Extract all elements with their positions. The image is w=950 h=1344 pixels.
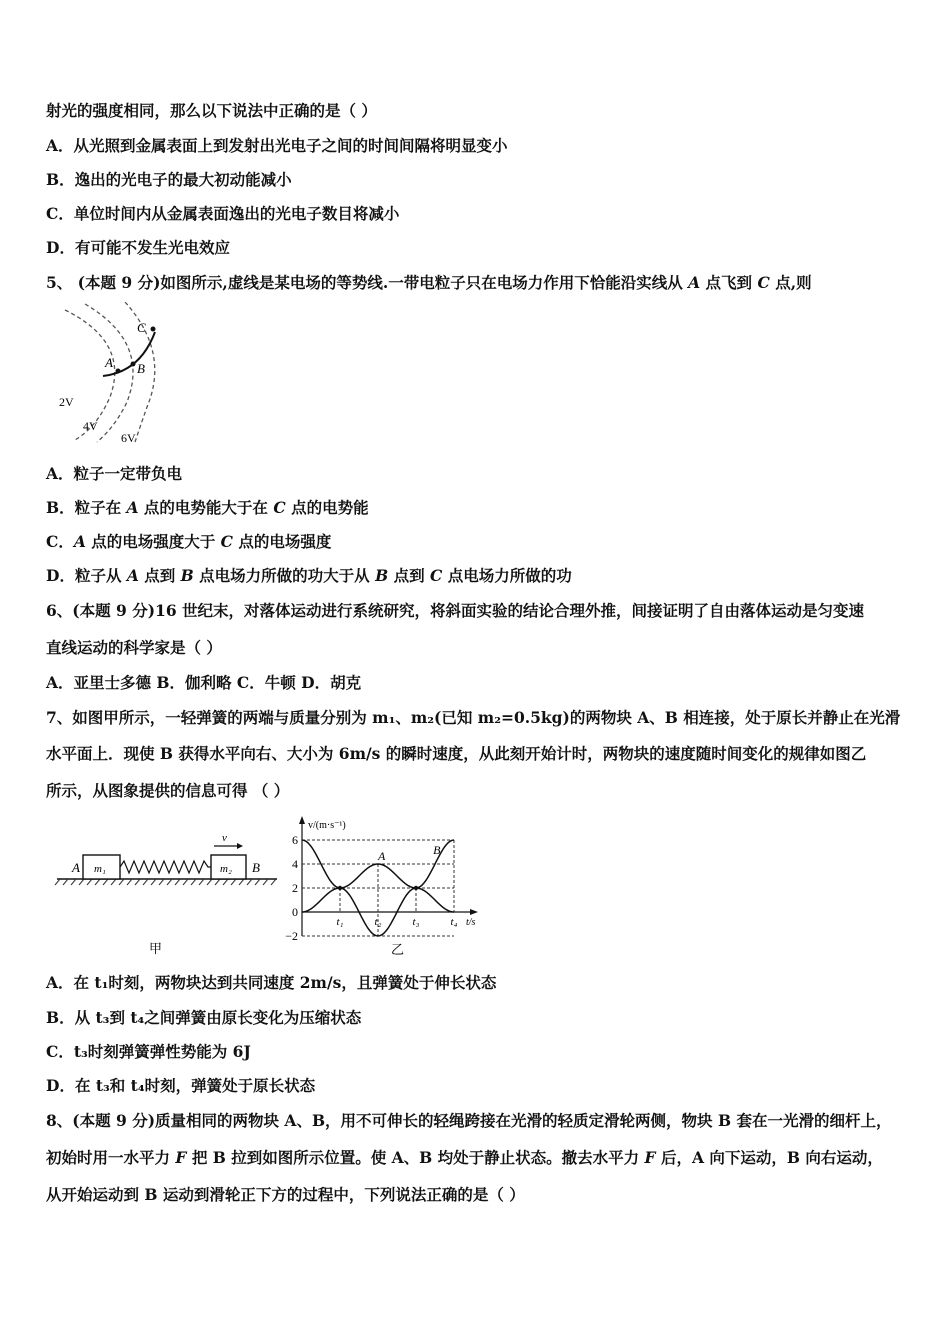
q8-stem-line3: 从开始运动到 B 运动到滑轮正下方的过程中，下列说法正确的是（ ） xyxy=(46,1185,525,1204)
label-c: C xyxy=(137,320,146,335)
x-tick-label: t₂ xyxy=(374,916,382,928)
label-4v: 4V xyxy=(83,419,98,433)
q4-option-b: B．逸出的光电子的最大初动能减小 xyxy=(46,170,292,189)
q4-stem-tail: 射光的强度相同，那么以下说法中正确的是（ ） xyxy=(46,101,377,120)
y-tick-label: 2 xyxy=(292,881,298,895)
q7-stem-line1: 7、如图甲所示，一轻弹簧的两端与质量分别为 m₁、m₂(已知 m₂=0.5kg)的两物块 A、B 相连接，处于原长并静止在光滑 xyxy=(46,708,901,727)
y-tick-label: 4 xyxy=(292,857,298,871)
q6-options: A．亚里士多德 B．伽利略 C．牛顿 D．胡克 xyxy=(46,673,362,692)
q6-stem-line2: 直线运动的科学家是（ ） xyxy=(46,638,222,657)
q7-vt-chart xyxy=(278,812,490,960)
q7-option-c: C．t₃时刻弹簧弹性势能为 6J xyxy=(46,1042,251,1061)
caption-yi: 乙 xyxy=(391,942,405,957)
label-m2: m₂ xyxy=(220,863,232,875)
y-tick-label: −2 xyxy=(285,929,298,943)
q4-option-d: D．有可能不发生光电效应 xyxy=(46,238,230,257)
label-2v: 2V xyxy=(59,395,74,409)
y-tick-label: 0 xyxy=(292,905,298,919)
label-a: A xyxy=(105,355,113,370)
x-tick-label: t₁ xyxy=(336,916,344,928)
q8-stem-line1: 8、(本题 9 分)质量相同的两物块 A、B，用不可伸长的轻绳跨接在光滑的轻质定滑轮两侧，物块 B 套在一光滑的细杆上， xyxy=(46,1111,892,1130)
q5-option-c: C．A 点的电场强度大于 C 点的电场强度 xyxy=(46,532,332,551)
q5-option-a: A．粒子一定带负电 xyxy=(46,464,183,483)
series-label-B: B xyxy=(433,843,441,857)
label-b: B xyxy=(252,860,260,875)
spring xyxy=(120,861,211,873)
q7-option-a: A．在 t₁时刻，两物块达到共同速度 2m/s，且弹簧处于伸长状态 xyxy=(46,973,497,992)
point-b xyxy=(131,362,136,367)
label-v: v xyxy=(222,832,227,844)
caption-jia: 甲 xyxy=(149,941,163,956)
q7-option-b: B．从 t₃到 t₄之间弹簧由原长变化为压缩状态 xyxy=(46,1008,362,1027)
label-b: B xyxy=(137,361,145,376)
q5-equipotential-figure xyxy=(55,302,175,447)
label-a: A xyxy=(72,860,80,875)
q5-option-d: D．粒子从 A 点到 B 点电场力所做的功大于从 B 点到 C 点电场力所做的功 xyxy=(46,566,572,585)
q7-option-d: D．在 t₃和 t₄时刻，弹簧处于原长状态 xyxy=(46,1076,316,1095)
x-axis-label: t/s xyxy=(466,917,476,928)
intersection-point xyxy=(338,886,342,890)
point-a xyxy=(116,369,121,374)
x-tick-label: t₃ xyxy=(412,916,420,928)
velocity-arrowhead xyxy=(237,843,243,849)
q5-stem: 5、 (本题 9 分)如图所示,虚线是某电场的等势线.一带电粒子只在电场力作用下恰能沿实线从 A 点飞到 C 点,则 xyxy=(46,273,812,292)
q7-stem-line3: 所示，从图象提供的信息可得 （ ） xyxy=(46,781,290,800)
q7-stem-line2: 水平面上．现使 B 获得水平向右、大小为 6m/s 的瞬时速度，从此刻开始计时，两物块的速度随时间变化的规律如图乙 xyxy=(46,744,867,763)
label-6v: 6V xyxy=(121,431,136,445)
label-m1: m₁ xyxy=(94,863,106,875)
x-axis-arrowhead xyxy=(470,909,478,915)
y-axis-arrowhead xyxy=(299,816,305,824)
intersection-point xyxy=(414,886,418,890)
q5-option-b: B．粒子在 A 点的电势能大于在 C 点的电势能 xyxy=(46,498,369,517)
y-axis-label: v/(m·s⁻¹) xyxy=(308,820,346,831)
series-label-A: A xyxy=(378,849,386,863)
q8-stem-line2: 初始时用一水平力 F 把 B 拉到如图所示位置。使 A、B 均处于静止状态。撤去水平力 F 后，A 向下运动，B 向右运动， xyxy=(46,1148,883,1167)
x-tick-label: t₄ xyxy=(450,916,458,928)
q4-option-c: C．单位时间内从金属表面逸出的光电子数目将减小 xyxy=(46,204,400,223)
point-c xyxy=(151,327,156,332)
q6-stem-line1: 6、(本题 9 分)16 世纪末，对落体运动进行系统研究，将斜面实验的结论合理外推，间接证明了自由落体运动是匀变速 xyxy=(46,601,864,620)
q7-figure-jia xyxy=(52,828,282,958)
y-tick-label: 6 xyxy=(292,833,298,847)
q4-option-a: A．从光照到金属表面上到发射出光电子之间的时间间隔将明显变小 xyxy=(46,136,508,155)
ground-hatching xyxy=(55,879,276,885)
